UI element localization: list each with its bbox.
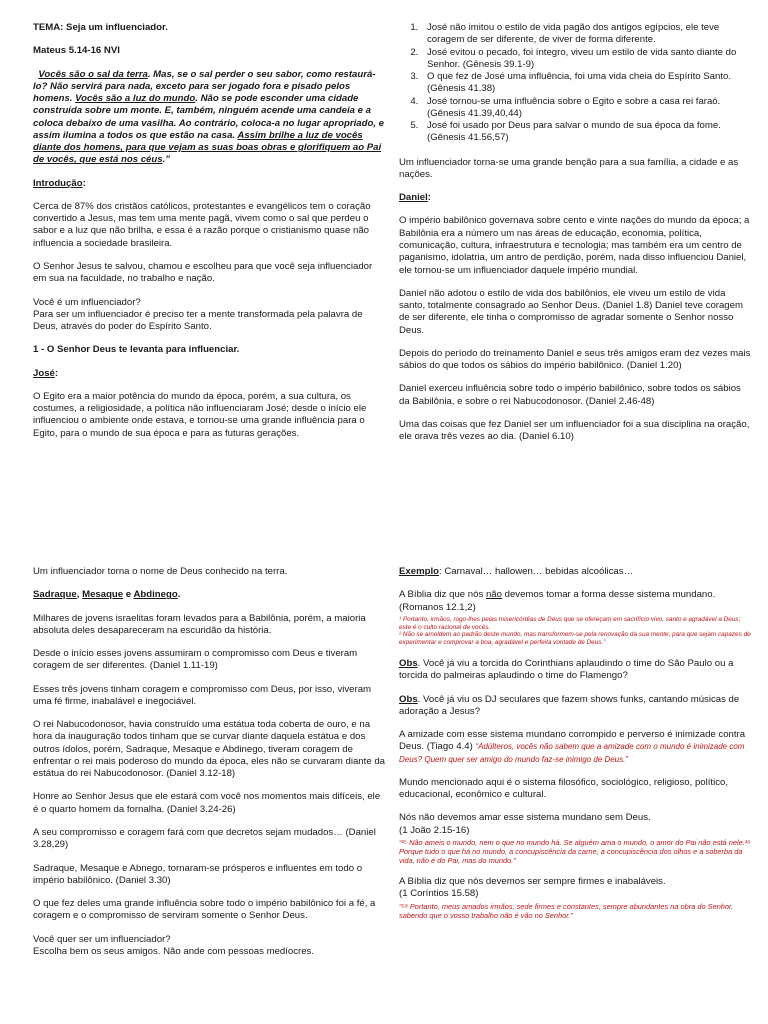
- friends-paragraph-9: Você quer ser um influenciador? Escolha bem os seus amigos. Não ande com pessoas medíocres.: [33, 933, 315, 957]
- obs-paragraph-2: Obs. Você já viu os DJ seculares que fazem shows funks, cantando músicas de adoração a Jesus?: [399, 693, 740, 717]
- friends-paragraph-3: Esses três jovens tinham coragem e compromisso com Deus, por isso, viveram uma fé firme, inabalável e inegociável.: [33, 683, 372, 707]
- list-item: 3. O que fez de José uma influência, foi uma vida cheia do Espírito Santo. (Gênesis 41.38): [421, 71, 753, 96]
- daniel-paragraph-1: O império babilônico governava sobre cento e vinte nações do mundo da época; a Babilônia era a número um nas áreas de educação, economia, política, comunicação, cultura, infraestrutura e tecnologia; mas também era um centro de paganismo, idolatria, um antro de perdição, porém, nada disso influenciou Daniel, ele tornou-se um influenciador daquele império mundial.: [399, 215, 750, 276]
- romans-quote-1: ¹ Portanto, irmãos, rogo-lhes pelas misericórdias de Deus que se ofereçam em sacrifício vivo, santo e agradável a Deus; este é o culto racional de vocês.: [399, 615, 741, 631]
- friends-paragraph-6: A seu compromisso e coragem fará com que decretos sejam mudados… (Daniel 3.28,29): [33, 826, 376, 851]
- daniel-paragraph-4: Daniel exerceu influência sobre todo o império babilônico, sobre todos os sábios da Babilônia, e sobre o rei Nabucodonosor. (Daniel 2.46-48): [399, 383, 741, 407]
- daniel-heading: Daniel:: [399, 192, 431, 204]
- jose-paragraph: O Egito era a maior potência do mundo da época, porém, a sua cultura, os costumes, a religiosidade, a política não influenciaram José; desde o início ele influenciou o ambiente onde estava, e tornou-se uma grande influência para o Egito, para o mundo de sua época e para as futuras gerações.: [33, 390, 367, 439]
- intro-paragraph-2: O Senhor Jesus te salvou, chamou e escolheu para que você seja influenciador em sua na faculdade, no trabalho e nação.: [33, 260, 373, 285]
- jose-list: [399, 22, 753, 145]
- john-quote: “¹⁵ Não ameis o mundo, nem o que no mundo há. Se alguém ama o mundo, o amor do Pai não está nele.¹⁶ Porque tudo o que há no mundo, a concupiscência da carne, a concupiscência dos olhos e a soberba da vida, não é do Pai, mas do mundo.”: [399, 837, 751, 866]
- scripture-verse: [33, 69, 387, 167]
- column-bottom-left: [33, 566, 387, 969]
- corinthians-quote: “⁵⁸ Portanto, meus amados irmãos, sede firmes e constantes, sempre abundantes na obra do Senhor, sabendo que o vosso trabalho não é vão no Senhor.”: [399, 901, 734, 920]
- james-paragraph: A amizade com esse sistema mundano corrompido e perverso é inimizade contra Deus. (Tiago 4.4) “Adúlteros, vocês não sabem que a amizade com o mundo é inimizade com Deus? Quem quer ser amigo do mundo faz-se inimigo de Deus.”: [399, 729, 746, 764]
- verse-part: Assim brilhe a luz de vocês diante dos homens, para que vejam as suas boas obras e glorifiquem ao Pai de vocês, que está nos céus: [33, 129, 382, 166]
- john-paragraph: Nós não devemos amar esse sistema mundano sem Deus. (1 João 2.15-16): [399, 812, 651, 836]
- friends-paragraph-7: Sadraque, Mesaque e Abnego, tornaram-se prósperos e influentes em todo o império babilônico. (Daniel 3.30): [33, 862, 363, 886]
- friends-paragraph-1: Milhares de jovens israelitas foram levados para a Babilônia, porém, a maioria absoluta deles desapareceram na escuridão da história.: [33, 612, 366, 636]
- intro-paragraph-1: Cerca de 87% dos cristãos católicos, protestantes e evangélicos tem o coração convertido a Jesus, mas tem uma mente pagã, vivem como o sal que perdeu o sabor e a luz que não brilha, e essa é a razão porque o cristianismo quase não influencia a sociedade brasileira.: [33, 200, 371, 249]
- list-item: 4. José tornou-se uma influência sobre o Egito e sobre a casa rei faraó. (Gênesis 41.39,40,44): [421, 96, 753, 121]
- list-item: 2. José evitou o pecado, foi íntegro, viveu um estilo de vida santo diante do Senhor. (Gênesis 39.1-9): [421, 47, 753, 72]
- friends-paragraph-5: Honre ao Senhor Jesus que ele estará com você nos momentos mais difíceis, ele é o quarto homem da fornalha. (Daniel 3.24-26): [33, 791, 381, 815]
- friends-paragraph-2: Desde o início esses jovens assumiram o compromisso com Deus e tiveram coragem de ser diferentes. (Daniel 1.11-19): [33, 648, 358, 672]
- list-item: 1. José não imitou o estilo de vida pagão dos antigos egípcios, ele teve coragem de ser diferente, de viver de forma diferente.: [421, 22, 753, 47]
- column-top-left: [33, 22, 387, 451]
- section-1-heading: 1 - O Senhor Deus te levanta para influenciar.: [33, 344, 240, 356]
- romans-quote-2: ² Não se amoldem ao padrão deste mundo, mas transformem-se pela renovação da sua mente, para que sejam capazes de experimentar e comprovar a boa, agradável e perfeita vontade de Deus.”: [399, 631, 751, 647]
- three-friends-heading: Sadraque, Mesaque e Abdinego.: [33, 589, 181, 601]
- column-top-right: [399, 22, 753, 454]
- theme-title: TEMA: Seja um influenciador.: [33, 22, 168, 33]
- example-line: Exemplo: Carnaval… hallowen… bebidas alcoólicas…: [399, 566, 634, 577]
- friends-paragraph-8: O que fez deles uma grande influência sobre todo o império babilônico foi a fé, a coragem e o compromisso de serviram somente o Senhor Deus.: [33, 898, 376, 922]
- obs-paragraph-1: Obs. Você já viu a torcida do Corinthians aplaudindo o time do São Paulo ou a torcida do palmeiras aplaudindo o time do Flamengo?: [399, 658, 734, 682]
- friends-paragraph-4: O rei Nabucodonosor, havia construído uma estátua toda coberta de ouro, e na hora da inauguração todos tinham que se curvar diante daquela estátua e dos outros ídolos, porém, Sadraque, Mesaque e Abdinego, tiveram coragem de enfrentar o rei mais poderoso do mundo da época, eles não se curvaram diante da estátua do rei Nabucodonosor. (Daniel 3.12-18): [33, 719, 385, 780]
- daniel-paragraph-3: Depois do período do treinamento Daniel e seus três amigos eram dez vezes mais sábios do que todos os sábios do império babilônico. (Daniel 1.20): [399, 347, 751, 372]
- column-bottom-right: [399, 566, 753, 920]
- daniel-paragraph-5: Uma das coisas que fez Daniel ser um influenciador foi a sua disciplina na oração, ele orava três vezes ao dia. (Daniel 6.10): [399, 418, 750, 443]
- corinthians-paragraph: A Bíblia diz que nós devemos ser sempre firmes e inabaláveis. (1 Coríntios 15.58): [399, 876, 666, 900]
- romans-paragraph: A Bíblia diz que nós não devemos tomar a forma desse sistema mundano. (Romanos 12.1,2): [399, 589, 716, 613]
- verse-part: .”: [162, 154, 171, 166]
- verse-part: . Não se pode esconder uma cidade construída sobre um monte. E, também, ninguém acende uma candeia e a coloca debaixo de uma vasilha. Ao contrário, coloca-a no lugar apropriado, e assim ilumina a todos os que estão na casa.: [33, 93, 384, 141]
- world-system-paragraph: Mundo mencionado aqui é o sistema filosófico, sociológico, religioso, político, educacional, econômico e cultural.: [399, 776, 729, 801]
- verse-part: Vocês são a luz do mundo: [75, 93, 196, 105]
- verse-part: . Mas, se o sal perder o seu sabor, como restaurá-lo? Não servirá para nada, exceto para ser jogado fora e pisado pelos homens.: [33, 68, 376, 105]
- intro-paragraph-3: Você é um influenciador? Para ser um influenciador é preciso ter a mente transformada pela palavra de Deus, através do poder do Espírito Santo.: [33, 296, 363, 333]
- intro-heading: Introdução:: [33, 177, 86, 189]
- scripture-reference: Mateus 5.14-16 NVI: [33, 45, 120, 57]
- list-item: 5. José foi usado por Deus para salvar o mundo de sua época da fome. (Gênesis 41.56,57): [421, 120, 753, 145]
- influencer-name-paragraph: Um influenciador torna o nome de Deus conhecido na terra.: [33, 566, 288, 577]
- jose-heading: José:: [33, 367, 59, 379]
- daniel-paragraph-2: Daniel não adotou o estilo de vida dos babilônios, ele viveu um estilo de vida santo, totalmente consagrado ao Senhor Deus. (Daniel 1.8) Daniel teve coragem de ser diferente, ele tinha o compromisso de agradar somente o Senhor nosso Deus.: [399, 287, 743, 336]
- verse-part: Vocês são o sal da terra: [38, 68, 148, 80]
- influencer-blessing-paragraph: Um influenciador torna-se uma grande benção para a sua família, a cidade e as nações.: [399, 156, 739, 180]
